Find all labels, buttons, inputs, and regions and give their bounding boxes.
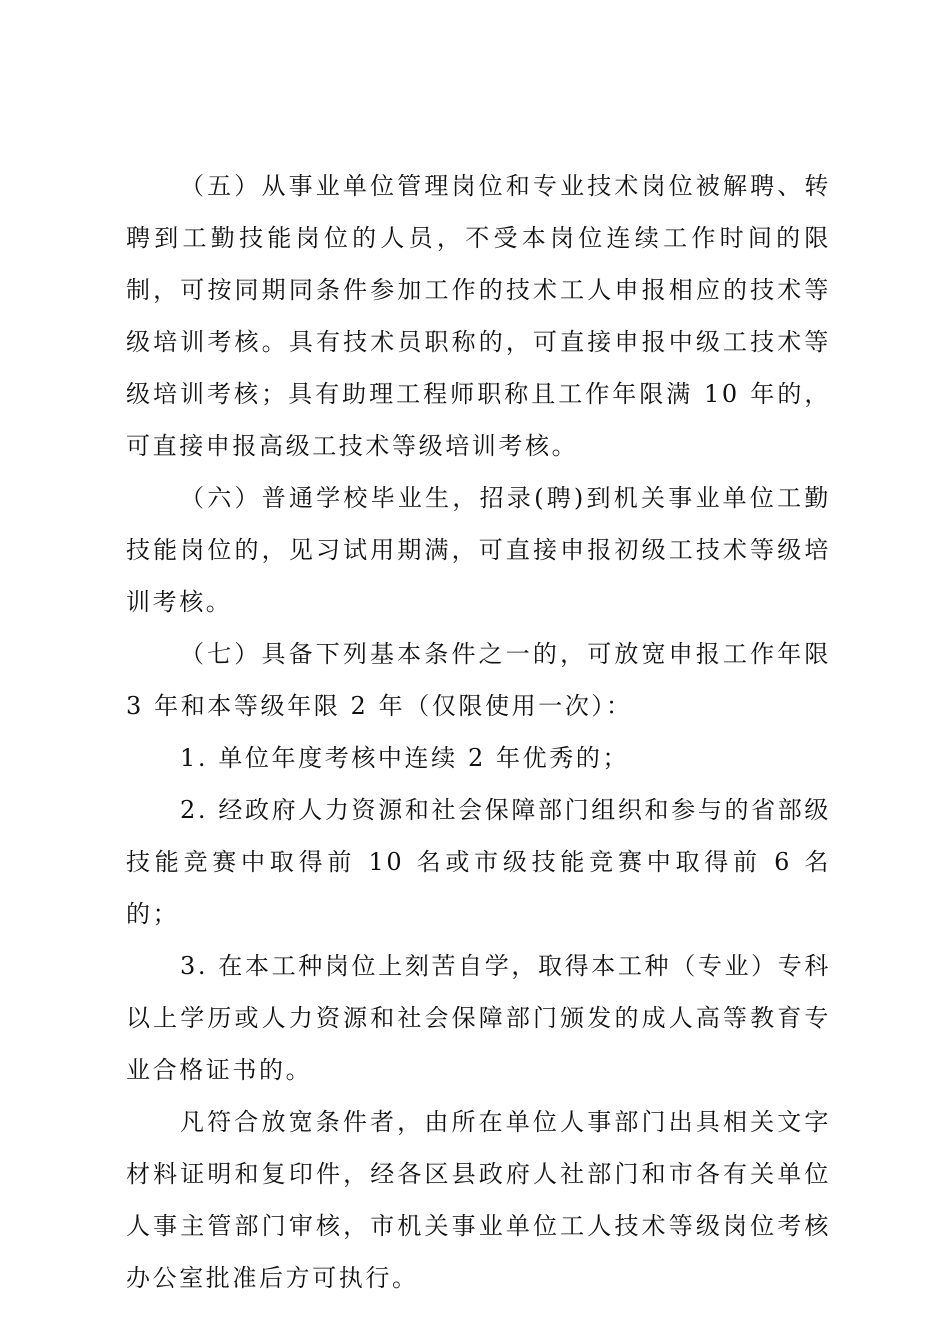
document-page xyxy=(126,160,831,1304)
paragraph-item-7: （七）具备下列基本条件之一的，可放宽申报工作年限 3 年和本等级年限 2 年（仅限使用一次）： xyxy=(126,640,831,720)
closing-paragraph: 凡符合放宽条件者，由所在单位人事部门出具相关文字材料证明和复印件，经各区县政府人社部门和市各有关单位人事主管部门审核，市机关事业单位工人技术等级岗位考核办公室批准后方可执行。 xyxy=(126,1108,831,1292)
list-item-3: 3. 在本工种岗位上刻苦自学，取得本工种（专业）专科以上学历或人力资源和社会保障部门颁发的成人高等教育专业合格证书的。 xyxy=(126,952,831,1084)
paragraph-item-5: （五）从事业单位管理岗位和专业技术岗位被解聘、转聘到工勤技能岗位的人员，不受本岗位连续工作时间的限制，可按同期同条件参加工作的技术工人申报相应的技术等级培训考核。具有技术员职称的，可直接申报中级工技术等级培训考核；具有助理工程师职称且工作年限满 10 年的，可直接申报高级工技术等级培训考核。 xyxy=(126,172,831,460)
paragraph-item-6: （六）普通学校毕业生，招录(聘)到机关事业单位工勤技能岗位的，见习试用期满，可直接申报初级工技术等级培训考核。 xyxy=(126,484,831,616)
list-item-2: 2. 经政府人力资源和社会保障部门组织和参与的省部级技能竞赛中取得前 10 名或市级技能竞赛中取得前 6 名的； xyxy=(126,796,831,928)
list-item-1: 1. 单位年度考核中连续 2 年优秀的； xyxy=(180,744,630,772)
